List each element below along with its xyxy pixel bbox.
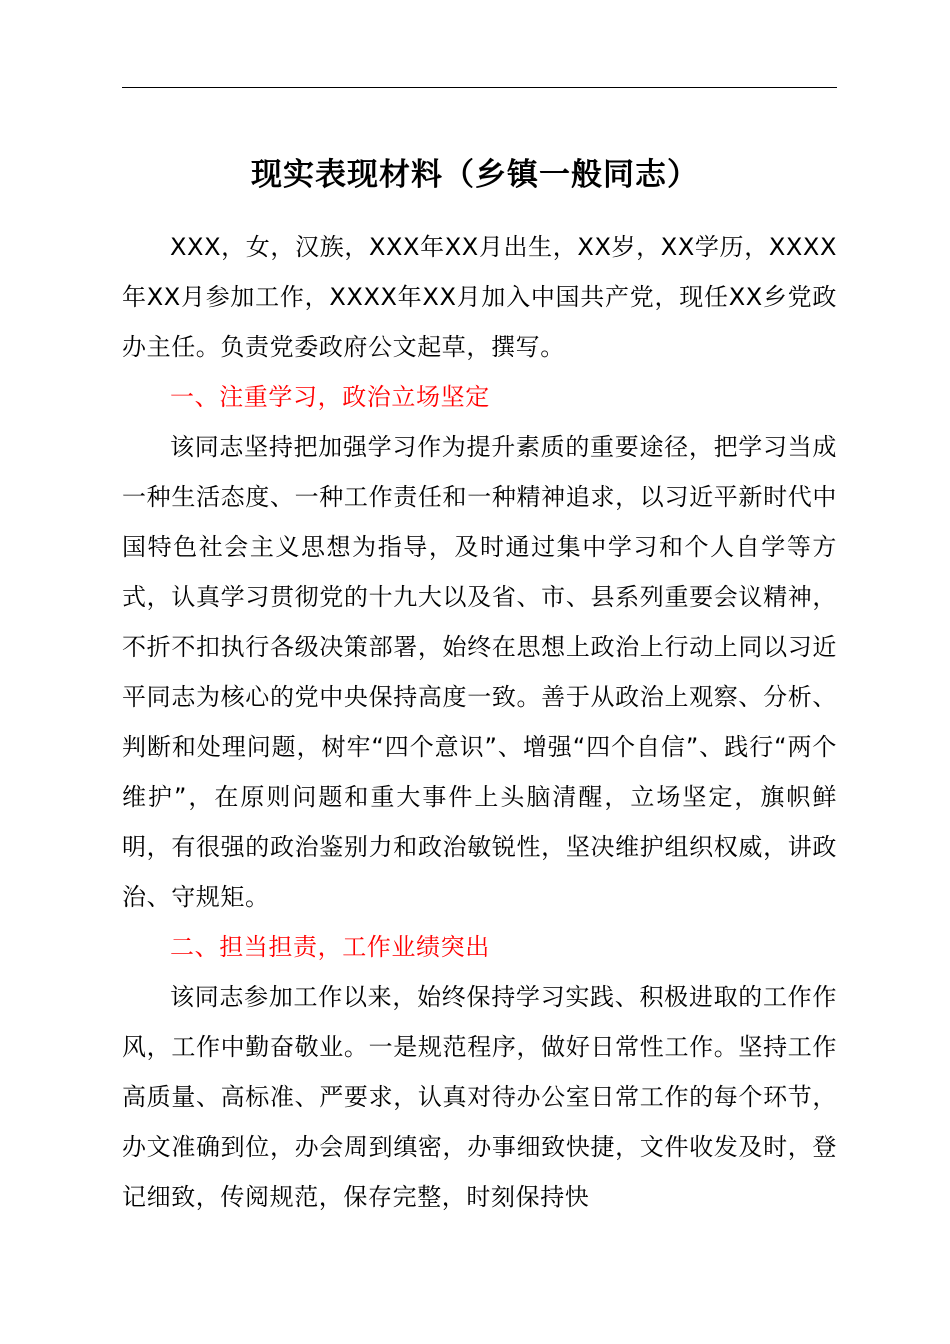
section-2-paragraph: 该同志参加工作以来，始终保持学习实践、积极进取的工作作风，工作中勤奋敬业。一是规范程序，做好日常性工作。坚持工作高质量、高标准、严要求，认真对待办公室日常工作的每个环节，办文准确到位，办会周到缜密，办事细致快捷，文件收发及时，登记细致，传阅规范，保存完整，时刻保持快 xyxy=(122,983,837,1211)
section-2-heading: 二、担当担责，工作业绩突出 xyxy=(170,933,490,961)
header-rule xyxy=(122,87,837,88)
section-1-paragraph: 该同志坚持把加强学习作为提升素质的重要途径，把学习当成一种生活态度、一种工作责任和一种精神追求，以习近平新时代中国特色社会主义思想为指导，及时通过集中学习和个人自学等方式，认真学习贯彻党的十九大以及省、市、县系列重要会议精神，不折不扣执行各级决策部署，始终在思想上政治上行动上同以习近平同志为核心的党中央保持高度一致。善于从政治上观察、分析、判断和处理问题，树牢“四个意识”、增强“四个自信”、践行“两个维护”，在原则问题和重大事件上头脑清醒，立场坚定，旗帜鲜明，有很强的政治鉴别力和政治敏锐性，坚决维护组织权威，讲政治、守规矩。 xyxy=(122,433,837,911)
section-1-heading: 一、注重学习，政治立场坚定 xyxy=(170,383,490,411)
intro-paragraph: XXX，女，汉族，XXX年XX月出生，XX岁，XX学历，XXXX年XX月参加工作，XXXX年XX月加入中国共产党，现任XX乡党政办主任。负责党委政府公文起草，撰写。 xyxy=(122,233,837,361)
document-body xyxy=(122,222,837,1222)
document-title: 现实表现材料（乡镇一般同志） xyxy=(251,157,699,193)
